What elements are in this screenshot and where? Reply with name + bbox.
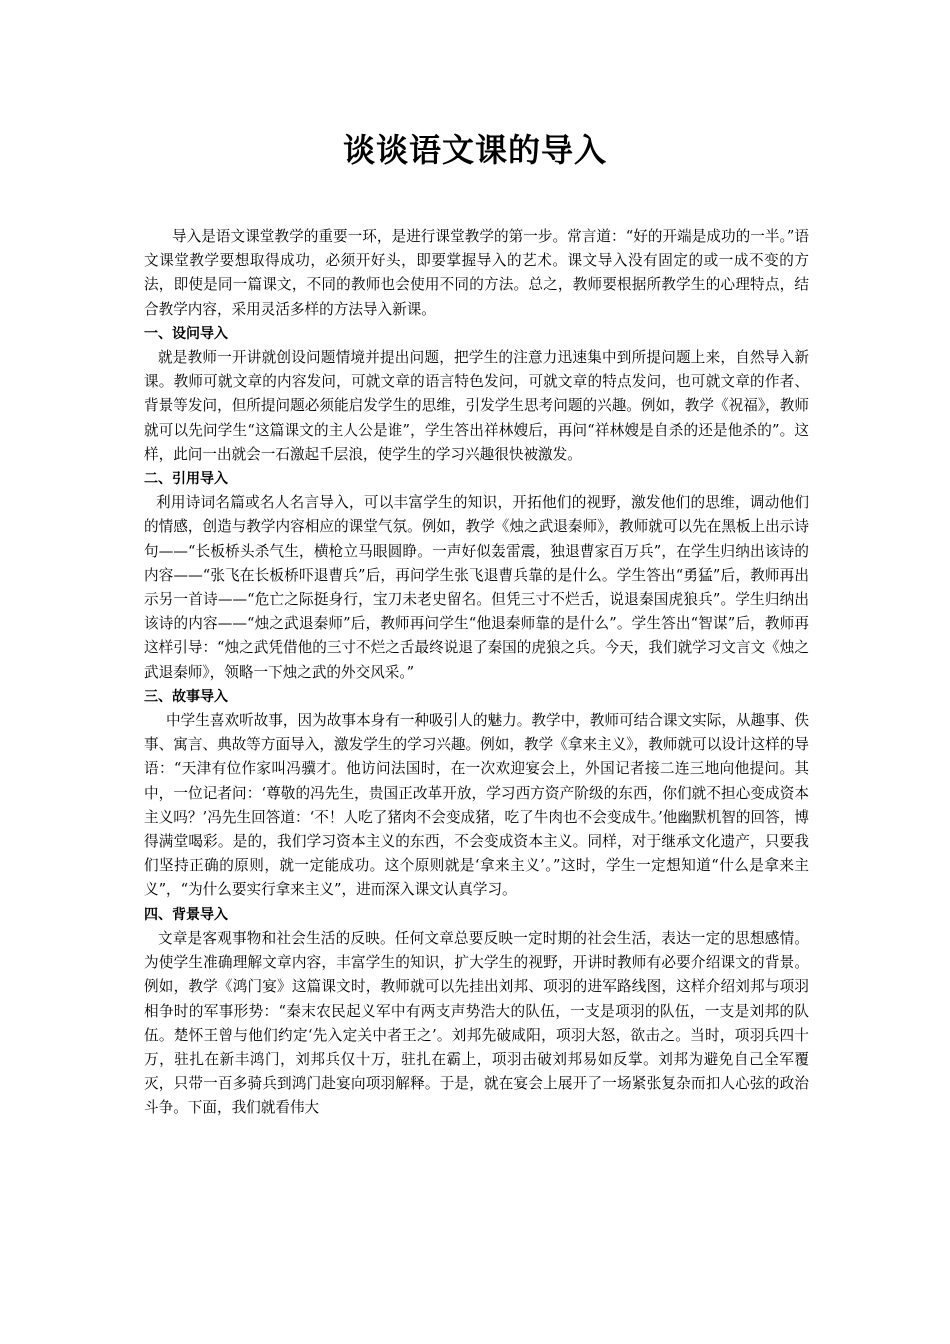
section-heading-story: 三、故事导入 bbox=[144, 688, 228, 705]
section-text-story: 中学生喜欢听故事，因为故事本身有一种吸引人的魅力。教学中，教师可结合课文实际，从趣事、佚事、寓言、典故等方面导入，激发学生的学习兴趣。例如，教学《拿来主义》，教师就可以设计这样的导语：“天津有位作家叫冯骥才。他访问法国时，在一次欢迎宴会上，外国记者接二连三地向他提问。其中，一位记者问：‘尊敬的冯先生，贵国正改革开放，学习西方资产阶级的东西，你们就不担心变成资本主义吗？’冯先生回答道：‘不！人吃了猪肉不会变成猪，吃了牛肉也不会变成牛。’他幽默机智的回答，博得满堂喝彩。是的，我们学习资本主义的东西，不会变成资本主义。同样，对于继承文化遗产，只要我们坚持正确的原则，就一定能成功。这个原则就是‘拿来主义’。”这时，学生一定想知道“什么是拿来主义”，“为什么要实行拿来主义”，进而深入课文认真学习。 bbox=[144, 712, 809, 899]
document-title: 谈谈语文课的导入 bbox=[342, 131, 607, 169]
section-heading-background: 四、背景导入 bbox=[144, 906, 228, 923]
section-heading-questioning: 一、设问导入 bbox=[144, 325, 228, 342]
section-text-quotation: 利用诗词名篇或名人名言导入，可以丰富学生的知识，开拓他们的视野，激发他们的思维，调动他们的情感，创造与教学内容相应的课堂气氛。例如，教学《烛之武退秦师》，教师就可以先在黑板上出示诗句——“长板桥头杀气生，横枪立马眼圆睁。一声好似轰雷震，独退曹家百万兵”，在学生归纳出该诗的内容——“张飞在长板桥吓退曹兵”后，再问学生张飞退曹兵靠的是什么。学生答出“勇猛”后，教师再出示另一首诗——“危亡之际挺身行，宝刀未老史留名。但凭三寸不烂舌，说退秦国虎狼兵”。学生归纳出该诗的内容——“烛之武退秦师”后，教师再问学生“他退秦师靠的是什么”。学生答出“智谋”后，教师再这样引导：“烛之武凭借他的三寸不烂之舌最终说退了秦国的虎狼之兵。今天，我们就学习文言文《烛之武退秦师》，领略一下烛之武的外交风采。” bbox=[144, 494, 809, 681]
section-heading-quotation: 二、引用导入 bbox=[144, 471, 228, 488]
intro-paragraph: 导入是语文课堂教学的重要一环，是进行课堂教学的第一步。常言道：“好的开端是成功的一半。”语文课堂教学要想取得成功，必须开好头，即要掌握导入的艺术。课文导入没有固定的或一成不变的方法，即使是同一篇课文，不同的教师也会使用不同的方法。总之，教师要根据所教学生的心理特点，结合教学内容，采用灵活多样的方法导入新课。 bbox=[144, 228, 809, 318]
section-text-background: 文章是客观事物和社会生活的反映。任何文章总要反映一定时期的社会生活，表达一定的思想感情。为使学生准确理解文章内容，丰富学生的知识，扩大学生的视野，开讲时教师有必要介绍课文的背景。例如，教学《鸿门宴》这篇课文时，教师就可以先挂出刘邦、项羽的进军路线图，这样介绍刘邦与项羽相争时的军事形势：“秦末农民起义军中有两支声势浩大的队伍，一支是项羽的队伍，一支是刘邦的队伍。楚怀王曾与他们约定‘先入定关中者王之’。刘邦先破咸阳，项羽大怒，欲击之。当时，项羽兵四十万，驻扎在新丰鸿门，刘邦兵仅十万，驻扎在霸上，项羽击破刘邦易如反掌。刘邦为避免自己全军覆灭，只带一百多骑兵到鸿门赴宴向项羽解释。于是，就在宴会上展开了一场紧张复杂而扣人心弦的政治斗争。下面，我们就看伟大 bbox=[144, 929, 809, 1117]
document-body bbox=[144, 225, 809, 1121]
section-text-questioning: 就是教师一开讲就创设问题情境并提出问题，把学生的注意力迅速集中到所提问题上来，自然导入新课。教师可就文章的内容发问，可就文章的语言特色发问，可就文章的特点发问，也可就文章的作者、背景等发问，但所提问题必须能启发学生的思维，引发学生思考问题的兴趣。例如，教学《祝福》，教师就可以先问学生“这篇课文的主人公是谁”，学生答出祥林嫂后，再问“祥林嫂是自杀的还是他杀的”。这样，此问一出就会一石激起千层浪，使学生的学习兴趣很快被激发。 bbox=[144, 349, 809, 463]
